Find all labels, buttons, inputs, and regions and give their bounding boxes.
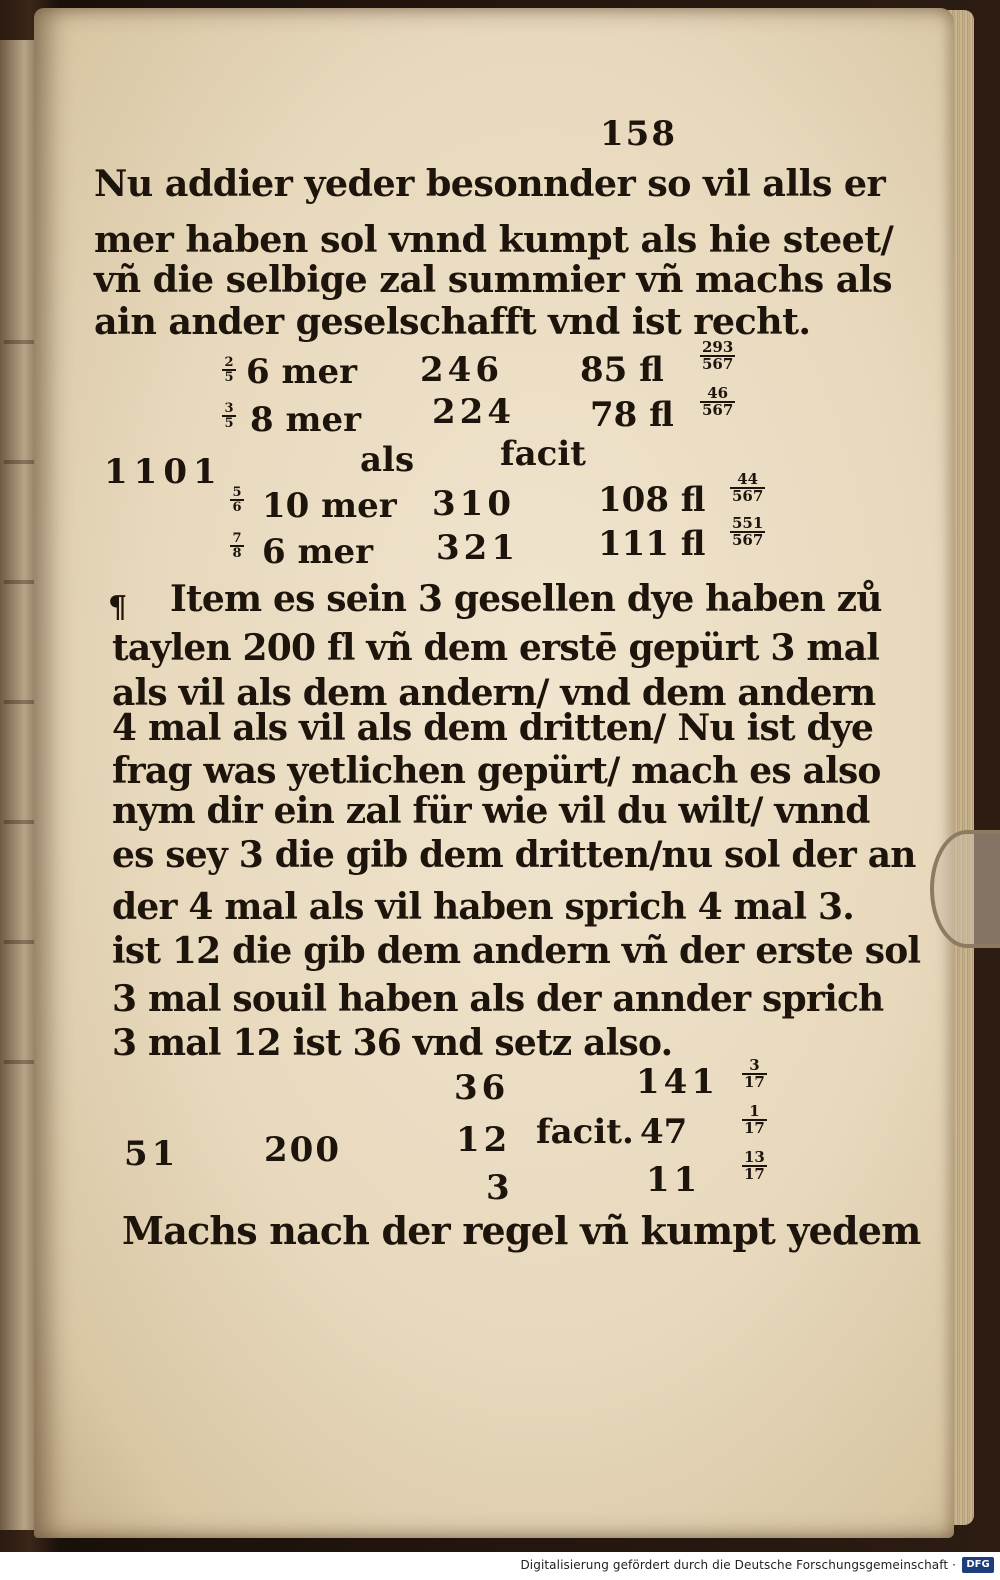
result-fraction: $\frac{551}{567}$ (732, 514, 764, 549)
table-cell: 200 (264, 1130, 341, 1170)
table-total: 1101 (104, 452, 223, 492)
text-line: Item es sein 3 gesellen dye haben zů (170, 578, 882, 620)
table-cell: 47 (640, 1112, 688, 1152)
result-fraction: $\frac{44}{567}$ (732, 470, 764, 505)
text-line: ist 12 die gib dem andern vñ der erste sol (112, 930, 921, 972)
table-cell: 11 (646, 1160, 702, 1200)
result-fraction: $\frac{3}{17}$ (744, 1056, 765, 1091)
text-line: es sey 3 die gib dem dritten/nu sol der an (112, 834, 916, 876)
table-cell: 6 mer (262, 532, 374, 572)
paragraph-mark: ¶ (108, 590, 128, 625)
footer-bar (0, 1552, 1000, 1580)
text-line: mer haben sol vnnd kumpt als hie steet/ (94, 218, 894, 261)
table-cell: 224 (432, 392, 515, 432)
table-cell: 246 (420, 350, 503, 390)
table-cell: 51 (124, 1134, 180, 1174)
text-line: frag was yetlichen gepürt/ mach es also (112, 750, 881, 792)
share-fraction: 5 6 (230, 486, 244, 514)
table-cell: 111 fl (598, 524, 706, 564)
dfg-logo: DFG (962, 1557, 994, 1573)
table-cell: 36 (454, 1068, 510, 1108)
table-cell: 78 fl (590, 395, 674, 435)
clasp-loop (930, 830, 1000, 948)
text-line: vñ die selbige zal summier vñ machs als (94, 258, 892, 301)
table-label: facit. (536, 1112, 634, 1152)
text-line: der 4 mal als vil haben sprich 4 mal 3. (112, 886, 854, 928)
table-cell: 3 (486, 1168, 510, 1208)
share-fraction: 7 8 (230, 532, 244, 560)
result-fraction: $\frac{1}{17}$ (744, 1102, 765, 1137)
table-cell: 141 (636, 1062, 719, 1102)
text-line: nym dir ein zal für wie vil du wilt/ vnnd (112, 790, 870, 832)
text-line: 4 mal als vil als dem dritten/ Nu ist dye (112, 707, 874, 749)
text-line: als vil als dem andern/ vnd dem andern (112, 672, 876, 714)
share-fraction: 2 5 (222, 356, 236, 384)
text-line: 3 mal 12 ist 36 vnd setz also. (112, 1022, 673, 1064)
text-line: Nu addier yeder besonnder so vil alls er (94, 162, 886, 205)
result-fraction: $\frac{13}{17}$ (744, 1148, 765, 1183)
table-cell: 12 (456, 1120, 512, 1160)
table-cell: 310 (432, 484, 515, 524)
table-label: facit (500, 434, 586, 474)
footer-credit: Digitalisierung gefördert durch die Deutsche Forschungsgemeinschaft · (520, 1558, 956, 1572)
result-fraction: $\frac{293}{567}$ (702, 338, 734, 373)
table-cell: 321 (436, 528, 519, 568)
text-line: Machs nach der regel vñ kumpt yedem (122, 1208, 921, 1253)
share-fraction: 3 5 (222, 402, 236, 430)
table-cell: 8 mer (250, 400, 362, 440)
result-fraction: $\frac{46}{567}$ (702, 384, 734, 419)
page-number: 158 (600, 114, 677, 154)
table-cell: 85 fl (580, 350, 664, 390)
table-cell: 108 fl (598, 480, 706, 520)
table-cell: 10 mer (262, 486, 397, 526)
text-line: taylen 200 fl vñ dem erstē gepürt 3 mal (112, 627, 880, 669)
text-line: 3 mal souil haben als der annder sprich (112, 978, 884, 1020)
table-label: als (360, 440, 415, 480)
table-cell: 6 mer (246, 352, 358, 392)
text-line: ain ander geselschafft vnd ist recht. (94, 300, 811, 343)
